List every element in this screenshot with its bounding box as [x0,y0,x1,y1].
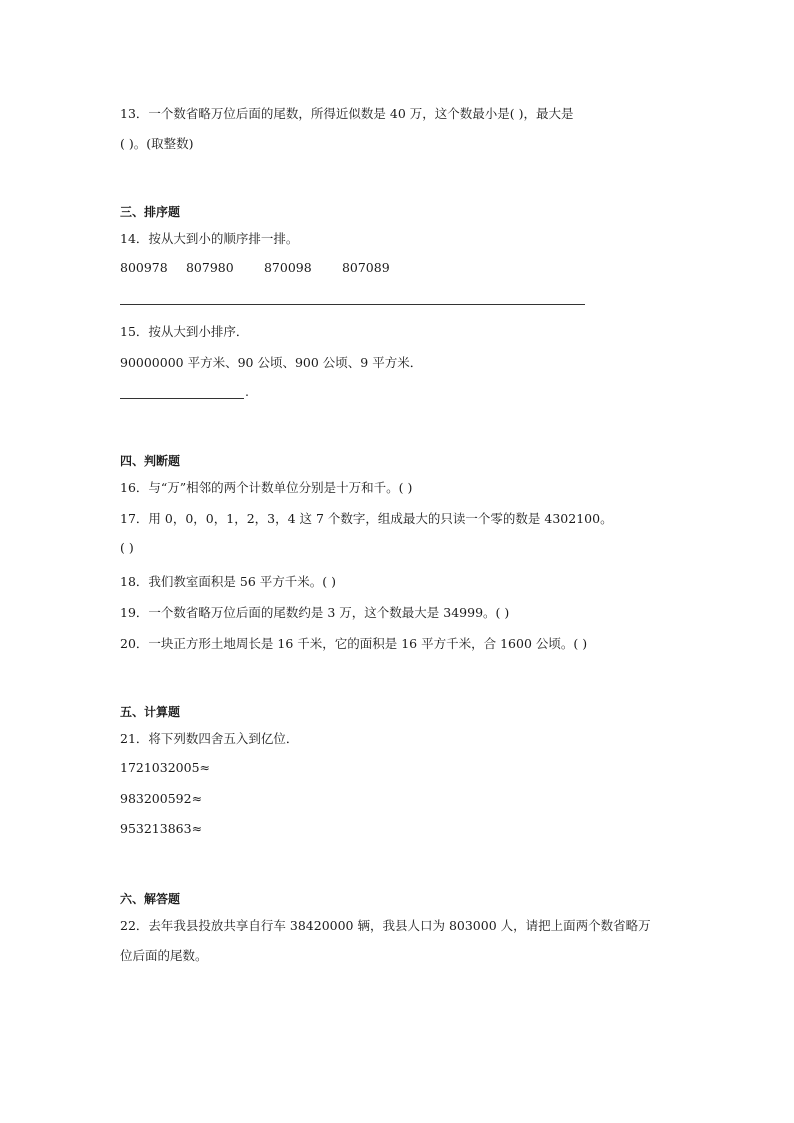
q21-item: 953213863≈ [120,821,203,836]
q22-line2: 位后面的尾数。 [120,948,208,963]
section-6-title: 六、解答题 [120,892,181,906]
q14-text: 14．按从大到小的顺序排一排。 [120,231,299,246]
q16-text: 16．与“万”相邻的两个计数单位分别是十万和千。( ) [120,480,413,495]
q14-number: 870098 [263,260,312,275]
q17-line2: ( ) [120,540,134,555]
q21-item: 983200592≈ [120,791,203,806]
q15-items: 90000000 平方米、90 公顷、900 公顷、9 平方米． [120,355,423,370]
q14-number: 800978 [120,260,168,275]
q15-end-mark: . [245,384,249,399]
q13-line2: ( )。(取整数) [120,136,194,151]
q22-line1: 22．去年我县投放共享自行车 38420000 辆，我县人口为 803000 人，请把上面两个数省略万 [120,918,651,933]
q14-number: 807089 [341,260,390,275]
q14-number: 807980 [185,260,234,275]
q21-text: 21．将下列数四舍五入到亿位． [120,731,299,746]
q21-item: 1721032005≈ [120,760,211,775]
q14-numbers [120,260,390,275]
q15-text: 15．按从大到小排序． [120,324,249,339]
q13-line1: 13．一个数省略万位后面的尾数，所得近似数是 40 万，这个数最小是( )，最大是 [120,106,574,121]
section-3-title: 三、排序题 [120,205,181,219]
q20-text: 20．一块正方形土地周长是 16 千米，它的面积是 16 平方千米，合 1600 公顷。( ) [120,636,588,651]
q19-text: 19．一个数省略万位后面的尾数约是 3 万，这个数最大是 34999。( ) [120,605,510,620]
q14-answer-line [120,304,585,305]
q17-line1: 17．用 0，0，0，1，2，3，4 这 7 个数字，组成最大的只读一个零的数是 4302100。 [120,511,613,526]
q15-answer-line [120,398,244,399]
q18-text: 18．我们教室面积是 56 平方千米。( ) [120,574,336,589]
section-5-title: 五、计算题 [120,705,181,719]
section-4-title: 四、判断题 [120,454,181,468]
